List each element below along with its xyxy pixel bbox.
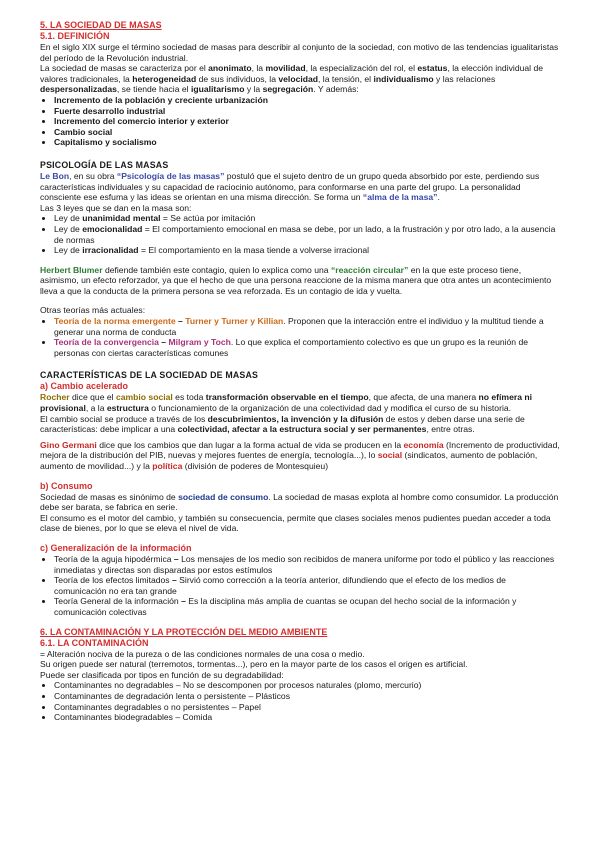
- section-6-title: 6. LA CONTAMINACIÓN Y LA PROTECCIÓN DEL MEDIO AMBIENTE: [40, 626, 328, 637]
- list-item: • Teoría de la convergencia – Milgram y Toch. Lo que explica el comportamiento colectivo es que un grupo es la reunión de personas con ciertas características comunes: [54, 337, 560, 358]
- pollutants-list: [40, 680, 560, 722]
- list-item: • Contaminantes no degradables – No se descomponen por procesos naturales (plomo, mercurio): [54, 680, 560, 691]
- contamination-origin: Su origen puede ser natural (terremotos, tormentas...), pero en la mayor parte de los casos el origen es artificial.: [40, 659, 468, 670]
- information-theories-list: [40, 554, 560, 618]
- list-item: • Contaminantes degradables o no persistentes – Papel: [54, 702, 560, 713]
- list-item: • Teoría de la norma emergente – Turner y Turner y Killian. Proponen que la interacción entre el individuo y la multitud tiende a generar una norma de conducta: [54, 316, 560, 337]
- section-6-1-title: 6.1. LA CONTAMINACIÓN: [40, 637, 149, 648]
- blumer-paragraph: Herbert Blumer defiende también este contagio, quien lo explica como una “reacción circular” en la que este proceso tiene, asimismo, un efecto reforzador, ya que el hecho de que una persona reaccione de la misma manera que otra antes un acontecimiento lleva a que la conducta de la primera persona se vea reforzada. Es un contagio de ida y vuelta.: [40, 264, 552, 296]
- list-item: • Ley de irracionalidad = El comportamiento en la masa tiende a volverse irracional: [54, 245, 560, 256]
- section-5-1-title: 5.1. DEFINICIÓN: [40, 31, 110, 41]
- laws-intro: Las 3 leyes que se dan en la masa son:: [40, 202, 192, 213]
- list-item: • Teoría de la aguja hipodérmica – Los mensajes de los medio son recibidos de manera uniforme por todo el público y las reacciones inmediatas y directas son disparadas por estos estímulos: [54, 554, 560, 575]
- contamination-definition: = Alteración nociva de la pureza o de las condiciones normales de una cosa o medio.: [40, 648, 365, 659]
- list-item: • Contaminantes de degradación lenta o persistente – Plásticos: [54, 691, 560, 702]
- list-item: • Teoría de los efectos limitados – Sirvió como corrección a la teoría anterior, difundiendo que el efecto de los medios de comunicación no era tan grande: [54, 575, 560, 596]
- other-theories-intro: Otras teorías más actuales:: [40, 305, 146, 316]
- subsection-b-title: b) Consumo: [40, 480, 93, 491]
- characteristics-paragraph: La sociedad de masas se caracteriza por el anonimato, la movilidad, la especialización del rol, el estatus, la elección individual de valores tradicionales, la heterogeneidad de sus individuos, la velocidad, la tensión, el individualismo y las relaciones despersonalizadas, se tiende hacia el igualitarismo y la segregación. Y además:: [40, 63, 544, 95]
- psychology-title: PSICOLOGÍA DE LAS MASAS: [40, 159, 169, 170]
- section-5-title: 5. LA SOCIEDAD DE MASAS: [40, 20, 162, 30]
- list-item: • Ley de unanimidad mental = Se actúa por imitación: [54, 213, 560, 224]
- contamination-classification: Puede ser clasificada por tipos en función de su degradabilidad:: [40, 669, 284, 680]
- subsection-c-title: c) Generalización de la información: [40, 542, 192, 553]
- list-item: • Teoría General de la información – Es la disciplina más amplia de cuantas se ocupan del hecho social de la información y comunicación colectivas: [54, 596, 560, 617]
- document-page: [40, 20, 560, 723]
- list-item: • Ley de emocionalidad = El comportamiento emocional en masa se debe, por un lado, a la frustración y por otro lado, a la ausencia de normas: [54, 224, 560, 245]
- rocher-paragraph: Rocher dice que el cambio social es toda transformación observable en el tiempo, que afecta, de una manera no efímera ni provisional, a la estructura o funcionamiento de la organización de una colectividad dad y modifica el curso de su historia.: [40, 392, 532, 414]
- consumption-paragraph-2: El consumo es el motor del cambio, y también su consecuencia, permite que clases sociales menos pudientes puedan acceder a toda clase de bienes, por lo que se eleva el nivel de vida.: [40, 512, 551, 534]
- consumption-paragraph: Sociedad de masas es sinónimo de sociedad de consumo. La sociedad de masas explota al hombre como consumidor. La producción debe ser barata, se fabrica en serie.: [40, 491, 559, 513]
- germani-paragraph: Gino Germani dice que los cambios que dan lugar a la forma actual de vida se producen en la economía (Incremento de productividad, mejora de la distribución del PIB, nuevas y mejores fuentes de energía, tecnología...), lo social (sindicatos, aumento de población, aumento de movilidad...) y la política (división de poderes de Montesquieu): [40, 439, 560, 471]
- list-item: • Contaminantes biodegradables – Comida: [54, 712, 560, 723]
- social-change-paragraph: El cambio social se produce a través de los descubrimientos, la invención y la difusión de estos y deben darse una serie de características: debe implicar a una colectividad, afectar a la estructura social y ser permanentes, entre otras.: [40, 413, 525, 435]
- laws-list: [40, 213, 560, 255]
- other-theories-list: [40, 316, 560, 358]
- subsection-a-title: a) Cambio acelerado: [40, 381, 129, 392]
- list-item: • Capitalismo y socialismo: [54, 137, 560, 148]
- definition-paragraph: En el siglo XIX surge el término sociedad de masas para describir al conjunto de la sociedad, con motivo de las tendencias igualitaristas del período de la Revolución industrial.: [40, 42, 559, 63]
- list-item: • Incremento de la población y creciente urbanización: [54, 95, 560, 106]
- list-item: • Cambio social: [54, 127, 560, 138]
- list-item: • Fuerte desarrollo industrial: [54, 106, 560, 117]
- characteristics-title: CARACTERÍSTICAS DE LA SOCIEDAD DE MASAS: [40, 370, 259, 381]
- le-bon-paragraph: Le Bon, en su obra “Psicología de las masas” postuló que el sujeto dentro de un grupo queda absorbido por este, perdiendo sus características individuales y su capacidad de raciocinio autónomo, para conformarse en una parte del grupo. La personalidad consciente ese esfuma y las ideas se orientan en una misma dirección. Se forma un “alma de la masa”.: [40, 170, 540, 203]
- features-list: [40, 95, 560, 148]
- list-item: • Incremento del comercio interior y exterior: [54, 116, 560, 127]
